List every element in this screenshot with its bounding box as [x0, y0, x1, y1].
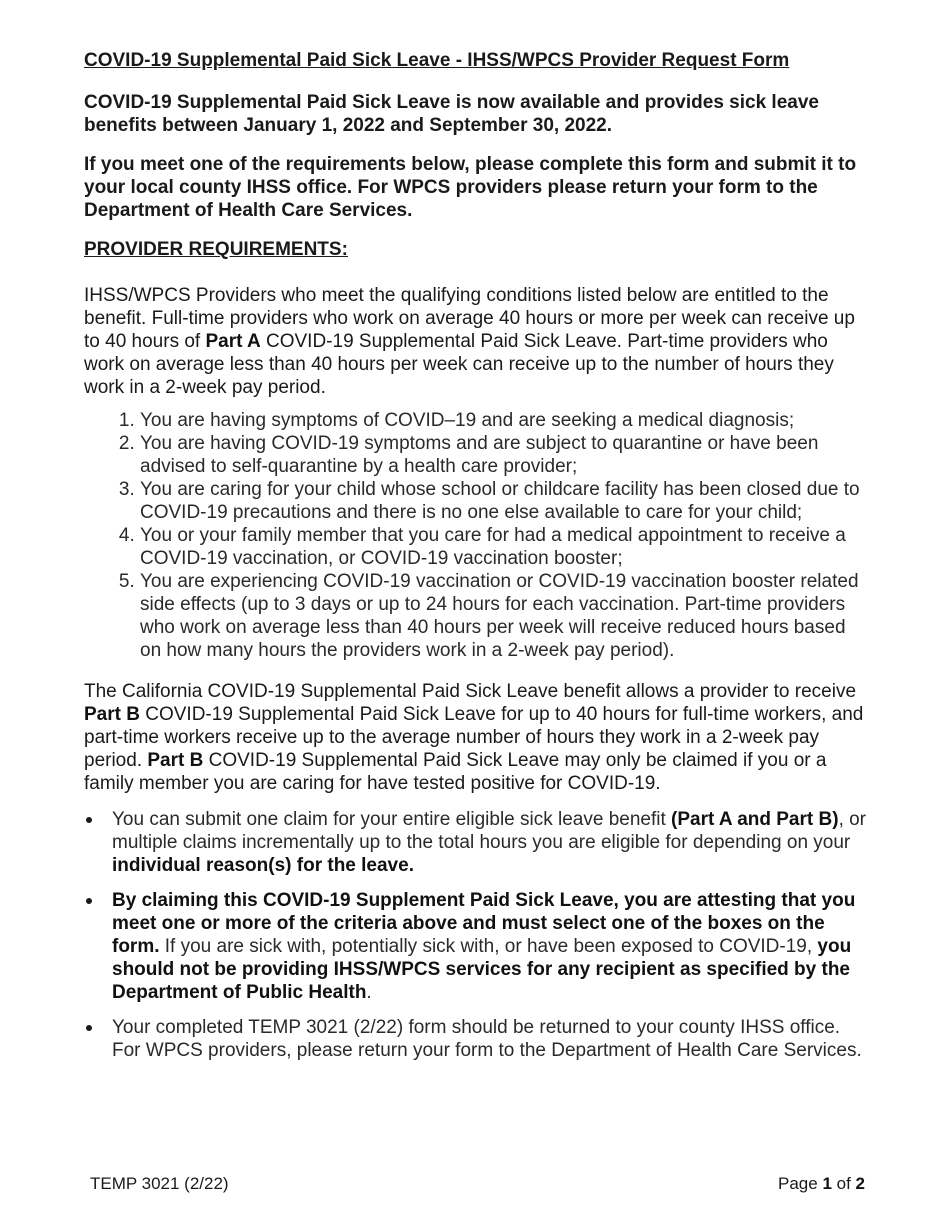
intro-submission: If you meet one of the requirements below, please complete this form and submit it to your local county IHSS office. For WPCS providers please return your form to the Department of Health Care Services.: [84, 154, 857, 221]
list-item: By claiming this COVID-19 Supplement Paid Sick Leave, you are attesting that you meet one or more of the criteria above and must select one of the boxes on the form. If you are sick with, potentially sick with, or have been exposed to COVID-19, you should not be providing IHSS/WPCS services for any recipient as specified by the Department of Public Health.: [112, 889, 870, 1004]
requirements-list: [84, 409, 870, 662]
bullet-icon: [86, 1025, 92, 1031]
list-item: Your completed TEMP 3021 (2/22) form should be returned to your county IHSS office. For WPCS providers, please return your form to the Department of Health Care Services.: [112, 1016, 870, 1062]
eligibility-paragraph: IHSS/WPCS Providers who meet the qualifying conditions listed below are entitled to the benefit. Full-time providers who work on average 40 hours or more per week can receive up to 40 hours of Part A COVID-19 Supplemental Paid Sick Leave. Part-time providers who work on average less than 40 hours per week can receive up to the number of hours they work in a 2-week pay period.: [84, 285, 855, 398]
requirement-item: 4. You or your family member that you care for had a medical appointment to receive a COVID-19 vaccination, or COVID-19 vaccination booster;: [140, 524, 870, 570]
notes-list: [84, 808, 870, 1062]
requirement-item: 5. You are experiencing COVID-19 vaccination or COVID-19 vaccination booster related side effects (up to 3 days or up to 24 hours for each vaccination. Part-time providers who work on average less than 40 hours per week will receive reduced hours based on how many hours the providers work in a 2-week pay period).: [140, 570, 870, 662]
page-number: Page 1 of 2: [778, 1174, 865, 1193]
requirement-item: 1. You are having symptoms of COVID–19 and are seeking a medical diagnosis;: [140, 409, 870, 432]
page-title: COVID-19 Supplemental Paid Sick Leave - IHSS/WPCS Provider Request Form: [84, 50, 790, 71]
requirement-item: 3. You are caring for your child whose school or childcare facility has been closed due to COVID-19 precautions and there is no one else available to care for your child;: [140, 478, 870, 524]
list-item: You can submit one claim for your entire eligible sick leave benefit (Part A and Part B), or multiple claims incrementally up to the total hours you are eligible for depending on your individual reason(s) for the leave.: [112, 808, 870, 877]
form-id: TEMP 3021 (2/22): [90, 1174, 229, 1193]
bullet-icon: [86, 817, 92, 823]
intro-availability: COVID-19 Supplemental Paid Sick Leave is now available and provides sick leave benefits between January 1, 2022 and September 30, 2022.: [84, 92, 819, 136]
bullet-icon: [86, 898, 92, 904]
part-b-paragraph: The California COVID-19 Supplemental Paid Sick Leave benefit allows a provider to receive Part B COVID-19 Supplemental Paid Sick Leave for up to 40 hours for full-time workers, and part-time workers receive up to the average number of hours they work in a 2-week pay period. Part B COVID-19 Supplemental Paid Sick Leave may only be claimed if you or a family member you are caring for have tested positive for COVID-19.: [84, 681, 864, 794]
document-body: [84, 48, 870, 1074]
requirement-item: 2. You are having COVID-19 symptoms and are subject to quarantine or have been advised to self-quarantine by a health care provider;: [140, 432, 870, 478]
section-heading: PROVIDER REQUIREMENTS:: [84, 239, 348, 260]
